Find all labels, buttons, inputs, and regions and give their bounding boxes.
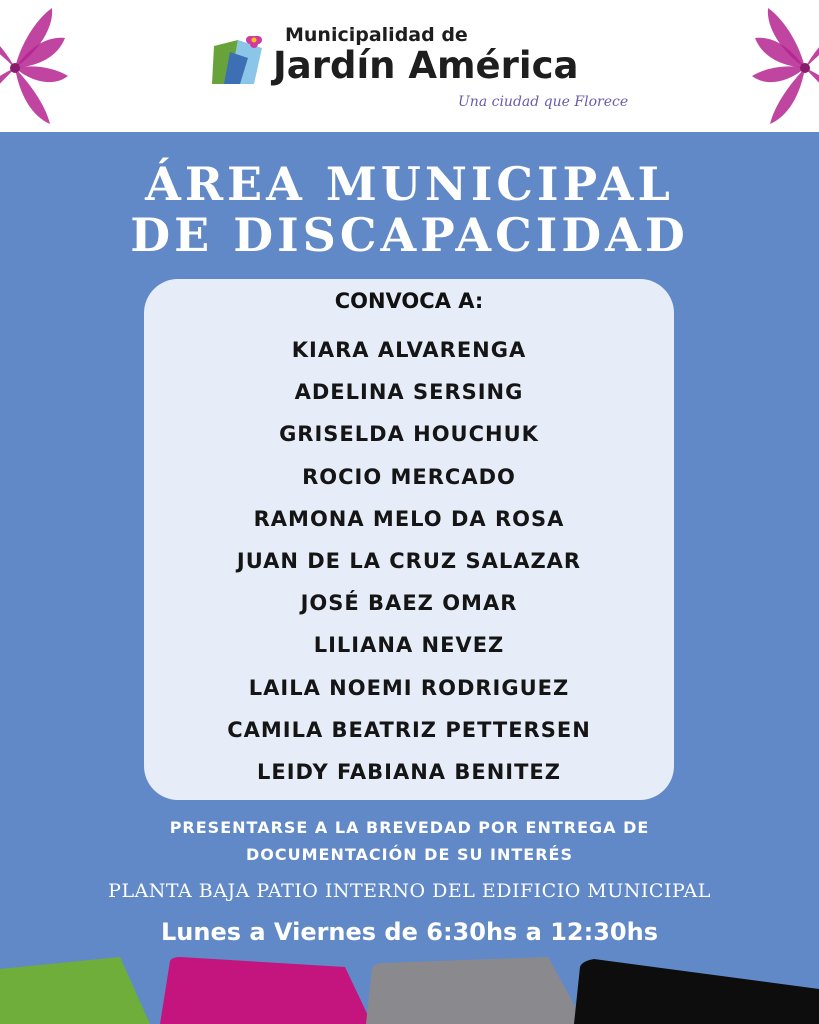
header: [0, 0, 819, 132]
list-item: JUAN DE LA CRUZ SALAZAR: [236, 548, 582, 573]
municipal-logo-icon: [210, 36, 272, 86]
location-text: PLANTA BAJA PATIO INTERNO DEL EDIFICIO MUNICIPAL: [108, 880, 711, 902]
list-item: ADELINA SERSING: [294, 380, 524, 405]
footer-stripes: [0, 955, 819, 1024]
names-card: [144, 279, 674, 800]
page-title-line-1: ÁREA MUNICIPAL: [145, 157, 674, 211]
notice-line-1: PRESENTARSE A LA BREVEDAD POR ENTREGA DE: [169, 818, 650, 837]
flower-left-icon: [0, 6, 70, 131]
list-item: ROCIO MERCADO: [302, 464, 516, 489]
list-item: LEIDY FABIANA BENITEZ: [257, 759, 561, 784]
list-item: LAILA NOEMI RODRIGUEZ: [248, 675, 570, 700]
notice-line-2: DOCUMENTACIÓN DE SU INTERÉS: [246, 845, 573, 864]
footer-gray-stripe: [366, 957, 585, 1024]
page-title-line-2: DE DISCAPACIDAD: [130, 208, 689, 262]
flower-right-icon: [750, 6, 819, 131]
list-item: GRISELDA HOUCHUK: [279, 422, 539, 447]
logo-tagline: Una ciudad que Florece: [458, 94, 629, 110]
logo-top-text: Municipalidad de: [285, 24, 468, 46]
list-item: LILIANA NEVEZ: [313, 633, 505, 658]
names-list: [144, 329, 674, 793]
list-item: RAMONA MELO DA ROSA: [253, 506, 565, 531]
list-item: CAMILA BEATRIZ PETTERSEN: [227, 717, 591, 742]
footer-magenta-stripe: [160, 957, 372, 1024]
footer-green-stripe: [0, 957, 150, 1024]
list-item: KIARA ALVARENGA: [291, 338, 527, 362]
card-heading: CONVOCA A:: [334, 289, 484, 313]
logo-main-text: Jardín América: [273, 44, 579, 87]
list-item: JOSÉ BAEZ OMAR: [300, 591, 518, 616]
footer-black-stripe: [574, 959, 819, 1024]
hours-text: Lunes a Viernes de 6:30hs a 12:30hs: [161, 918, 658, 946]
